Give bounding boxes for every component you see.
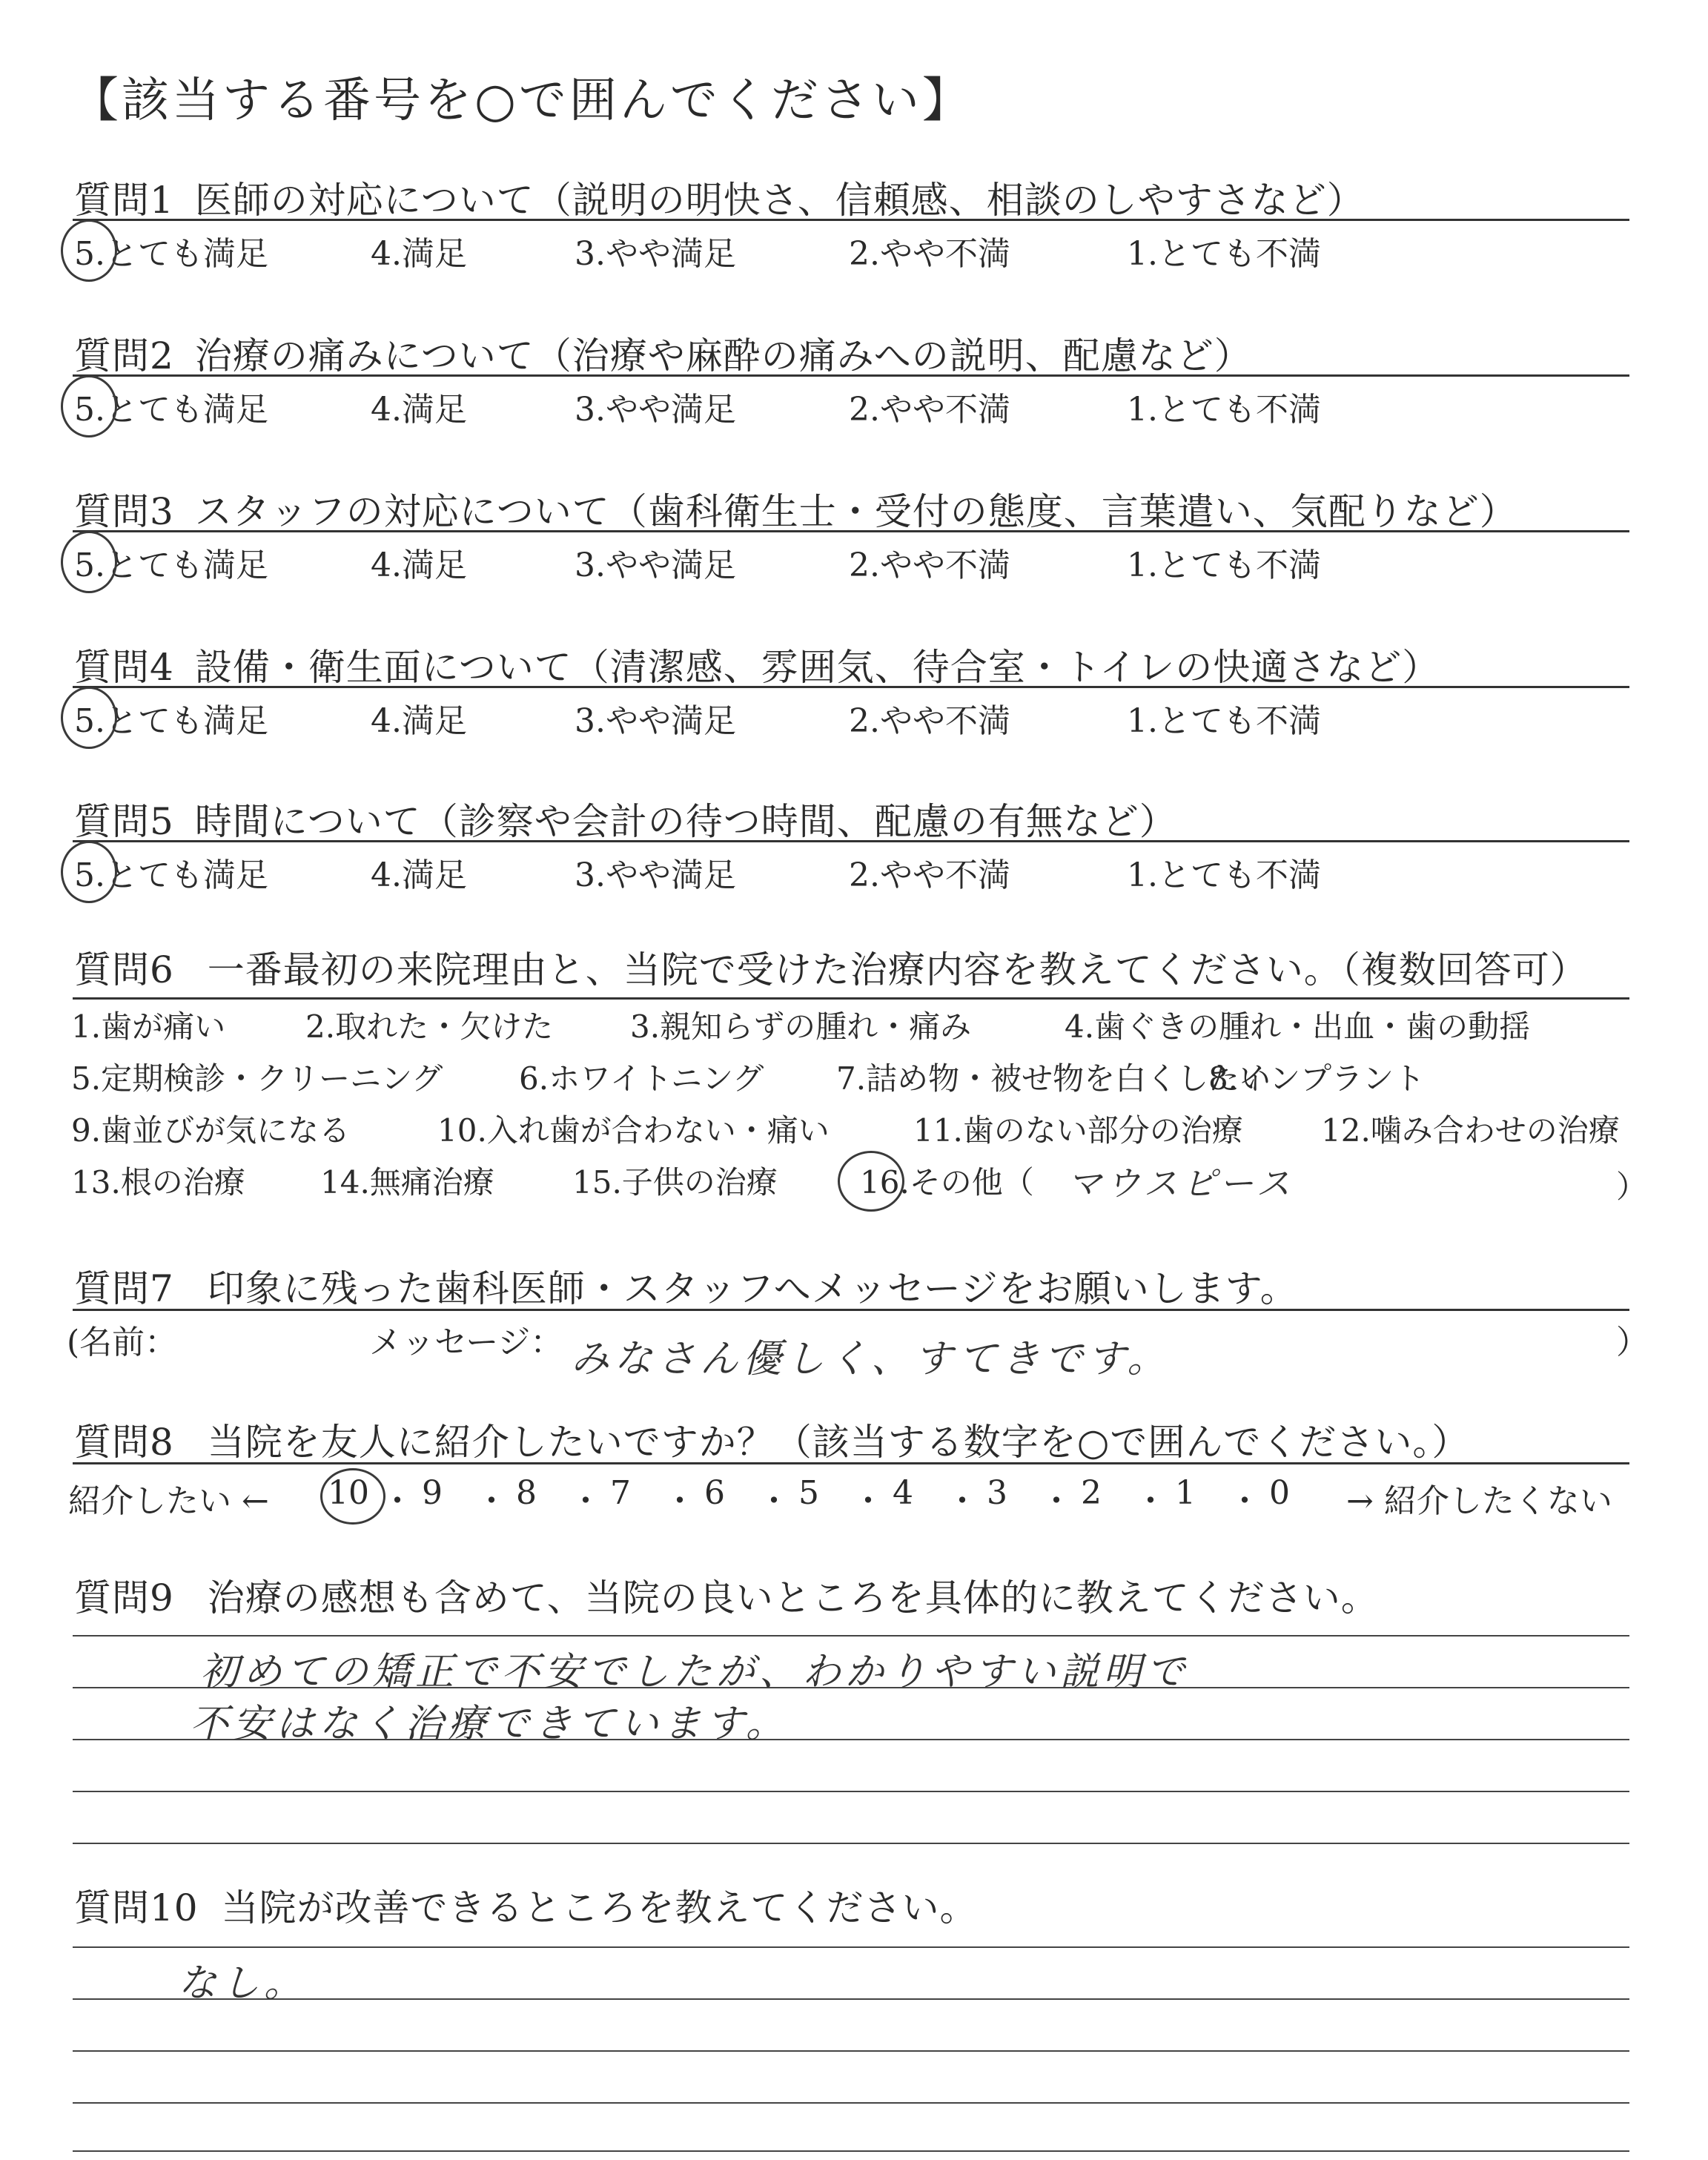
q10-writing-line bbox=[73, 2050, 1629, 2052]
q6-option[interactable]: 3.親知らずの腫れ・痛み bbox=[630, 1008, 972, 1045]
q6-option[interactable]: 1.歯が痛い bbox=[71, 1008, 226, 1045]
q1-option[interactable]: 3.やや満足 bbox=[575, 235, 736, 273]
q6-option[interactable]: 13.根の治療 bbox=[71, 1164, 245, 1200]
q6-option[interactable]: 4.歯ぐきの腫れ・出血・歯の動揺 bbox=[1065, 1008, 1531, 1045]
q2-option[interactable]: 5.とても満足 bbox=[74, 391, 268, 429]
q9-text: 治療の感想も含めて、当院の良いところを具体的に教えてください。 bbox=[207, 1576, 1379, 1619]
q9-answer-line-2: 不安はなく治療できています。 bbox=[190, 1702, 789, 1746]
q8-scale-separator: ・ bbox=[381, 1482, 414, 1520]
q6-option[interactable]: 5.定期検診・クリーニング bbox=[71, 1060, 443, 1097]
q8-right-label: → 紹介したくない bbox=[1346, 1482, 1612, 1520]
q8-rule bbox=[73, 1462, 1629, 1464]
q4-option[interactable]: 2.やや不満 bbox=[849, 702, 1010, 740]
q10-label: 質問10 bbox=[74, 1886, 199, 1929]
q8-scale-value[interactable]: 8 bbox=[516, 1474, 537, 1512]
q6-option[interactable]: 14.無痛治療 bbox=[320, 1164, 494, 1200]
q1-text: 医師の対応について（説明の明快さ、信頼感、相談のしやすさなど） bbox=[194, 179, 1365, 222]
q8-scale-separator: ・ bbox=[852, 1482, 884, 1520]
q8-scale-value[interactable]: 1 bbox=[1175, 1474, 1196, 1512]
q8-scale-value[interactable]: 2 bbox=[1081, 1474, 1102, 1512]
q5-text: 時間について（診察や会計の待つ時間、配慮の有無など） bbox=[194, 800, 1177, 843]
q2-option[interactable]: 2.やや不満 bbox=[849, 391, 1010, 429]
q7-message-label: メッセージ： bbox=[369, 1324, 563, 1361]
q5-option[interactable]: 4.満足 bbox=[371, 856, 467, 894]
q6-option[interactable]: 8.インプラント bbox=[1208, 1060, 1426, 1097]
q1-selection-circle bbox=[61, 219, 117, 282]
q10-heading bbox=[74, 1878, 978, 1932]
q1-option[interactable]: 4.満足 bbox=[371, 235, 467, 273]
q3-heading bbox=[74, 482, 1517, 535]
q2-option[interactable]: 4.満足 bbox=[371, 391, 467, 429]
q5-heading bbox=[74, 792, 1177, 845]
q2-heading bbox=[74, 326, 1252, 380]
q6-option[interactable]: 2.取れた・欠けた bbox=[305, 1008, 554, 1045]
q8-scale-value[interactable]: 6 bbox=[704, 1474, 725, 1512]
q8-left-label: 紹介したい ← bbox=[68, 1482, 269, 1520]
q8-scale-separator: ・ bbox=[1134, 1482, 1167, 1520]
q6-text: 一番最初の来院理由と、当院で受けた治療内容を教えてください。（複数回答可） bbox=[207, 948, 1588, 991]
q5-option[interactable]: 3.やや満足 bbox=[575, 856, 736, 894]
q1-option[interactable]: 1.とても不満 bbox=[1127, 235, 1321, 273]
q3-option[interactable]: 2.やや不満 bbox=[849, 546, 1010, 584]
q8-selection-circle bbox=[320, 1468, 385, 1525]
q3-text: スタッフの対応について（歯科衛生士・受付の態度、言葉遣い、気配りなど） bbox=[194, 490, 1517, 533]
q6-close-paren: ） bbox=[1616, 1169, 1648, 1205]
q3-selection-circle bbox=[61, 531, 117, 593]
q8-scale-value[interactable]: 7 bbox=[610, 1474, 631, 1512]
q6-rule bbox=[73, 997, 1629, 1000]
q5-option[interactable]: 1.とても不満 bbox=[1127, 856, 1321, 894]
q8-scale-value[interactable]: 0 bbox=[1269, 1474, 1290, 1512]
q1-option[interactable]: 2.やや不満 bbox=[849, 235, 1010, 273]
q8-scale-separator: ・ bbox=[1228, 1482, 1261, 1520]
q7-heading bbox=[74, 1259, 1298, 1312]
q3-label: 質問3 bbox=[74, 490, 174, 533]
q8-scale-separator: ・ bbox=[758, 1482, 790, 1520]
q10-writing-line bbox=[73, 1946, 1629, 1948]
q2-label: 質問2 bbox=[74, 334, 174, 377]
q7-close-paren: ） bbox=[1616, 1324, 1649, 1361]
q6-selection-circle bbox=[838, 1151, 904, 1212]
q5-rule bbox=[73, 840, 1629, 842]
q2-option[interactable]: 1.とても不満 bbox=[1127, 391, 1321, 429]
q1-rule bbox=[73, 219, 1629, 221]
q8-scale-separator: ・ bbox=[569, 1482, 602, 1520]
q7-message-answer: みなさん優しく、すてきです。 bbox=[571, 1337, 1171, 1381]
q4-option[interactable]: 5.とても満足 bbox=[74, 702, 268, 740]
q10-writing-line bbox=[73, 2102, 1629, 2104]
q9-writing-line bbox=[73, 1635, 1629, 1636]
q6-heading bbox=[74, 940, 1588, 994]
q8-scale-value[interactable]: 3 bbox=[987, 1474, 1007, 1512]
q4-label: 質問4 bbox=[74, 646, 174, 689]
q7-label: 質問7 bbox=[74, 1267, 174, 1310]
q6-other-answer: マウスピース bbox=[1068, 1163, 1295, 1203]
q8-scale-value[interactable]: 9 bbox=[422, 1474, 443, 1512]
q8-scale-value[interactable]: 4 bbox=[893, 1474, 913, 1512]
q2-text: 治療の痛みについて（治療や麻酔の痛みへの説明、配慮など） bbox=[194, 334, 1252, 377]
q4-option[interactable]: 1.とても不満 bbox=[1127, 702, 1321, 740]
q5-label: 質問5 bbox=[74, 800, 174, 843]
q1-heading bbox=[74, 171, 1365, 224]
q9-answer-line-1: 初めての矯正で不安でしたが、わかりやすい説明で bbox=[200, 1650, 1190, 1694]
q8-label: 質問8 bbox=[74, 1421, 174, 1464]
q2-option[interactable]: 3.やや満足 bbox=[575, 391, 736, 429]
q6-option[interactable]: 9.歯並びが気になる bbox=[71, 1112, 351, 1149]
q4-heading bbox=[74, 638, 1440, 691]
q8-scale-separator: ・ bbox=[946, 1482, 979, 1520]
q3-option[interactable]: 5.とても満足 bbox=[74, 546, 268, 584]
q5-option[interactable]: 2.やや不満 bbox=[849, 856, 1010, 894]
q10-text: 当院が改善できるところを教えてください。 bbox=[221, 1886, 978, 1929]
q3-option[interactable]: 1.とても不満 bbox=[1127, 546, 1321, 584]
q6-option[interactable]: 15.子供の治療 bbox=[572, 1164, 778, 1200]
q6-option[interactable]: 6.ホワイトニング bbox=[519, 1060, 764, 1097]
q8-scale-separator: ・ bbox=[475, 1482, 508, 1520]
q4-option[interactable]: 3.やや満足 bbox=[575, 702, 736, 740]
q10-answer-line-1: なし。 bbox=[178, 1961, 308, 2006]
q3-option[interactable]: 4.満足 bbox=[371, 546, 467, 584]
q4-option[interactable]: 4.満足 bbox=[371, 702, 467, 740]
q8-heading bbox=[74, 1413, 1469, 1466]
q8-text: 当院を友人に紹介したいですか？（該当する数字を○で囲んでください。） bbox=[207, 1421, 1470, 1464]
q5-option[interactable]: 5.とても満足 bbox=[74, 856, 268, 894]
q6-option[interactable]: 10.入れ歯が合わない・痛い bbox=[437, 1112, 830, 1149]
q6-option[interactable]: 7.詰め物・被せ物を白くしたい bbox=[836, 1060, 1271, 1097]
q9-label: 質問9 bbox=[74, 1576, 174, 1619]
q3-option[interactable]: 3.やや満足 bbox=[575, 546, 736, 584]
page-title: 【該当する番号を○で囲んでください】 bbox=[71, 73, 973, 128]
q8-scale-value[interactable]: 5 bbox=[798, 1474, 819, 1512]
q8-scale-value[interactable]: 10 bbox=[328, 1474, 369, 1512]
q5-selection-circle bbox=[61, 841, 117, 903]
q7-name-label: (名前： bbox=[67, 1324, 178, 1361]
q3-rule bbox=[73, 530, 1629, 532]
q7-rule bbox=[73, 1309, 1629, 1311]
q6-label: 質問6 bbox=[74, 948, 174, 991]
q1-option[interactable]: 5.とても満足 bbox=[74, 235, 268, 273]
q4-selection-circle bbox=[61, 687, 117, 749]
q9-writing-line bbox=[73, 1791, 1629, 1792]
q6-option[interactable]: 11.歯のない部分の治療 bbox=[913, 1112, 1243, 1149]
q6-option[interactable]: 16.その他（ bbox=[860, 1164, 1034, 1200]
q8-scale-separator: ・ bbox=[663, 1482, 696, 1520]
q1-label: 質問1 bbox=[74, 179, 174, 222]
q4-text: 設備・衛生面について（清潔感、雰囲気、待合室・トイレの快適さなど） bbox=[194, 646, 1440, 689]
q10-writing-line bbox=[73, 2150, 1629, 2152]
q9-heading bbox=[74, 1568, 1379, 1622]
q9-writing-line bbox=[73, 1843, 1629, 1844]
q8-scale-separator: ・ bbox=[1040, 1482, 1073, 1520]
q4-rule bbox=[73, 686, 1629, 688]
q2-selection-circle bbox=[61, 375, 117, 437]
q6-option[interactable]: 12.噛み合わせの治療 bbox=[1321, 1112, 1620, 1149]
q7-text: 印象に残った歯科医師・スタッフへメッセージをお願いします。 bbox=[207, 1267, 1298, 1310]
q2-rule bbox=[73, 374, 1629, 377]
